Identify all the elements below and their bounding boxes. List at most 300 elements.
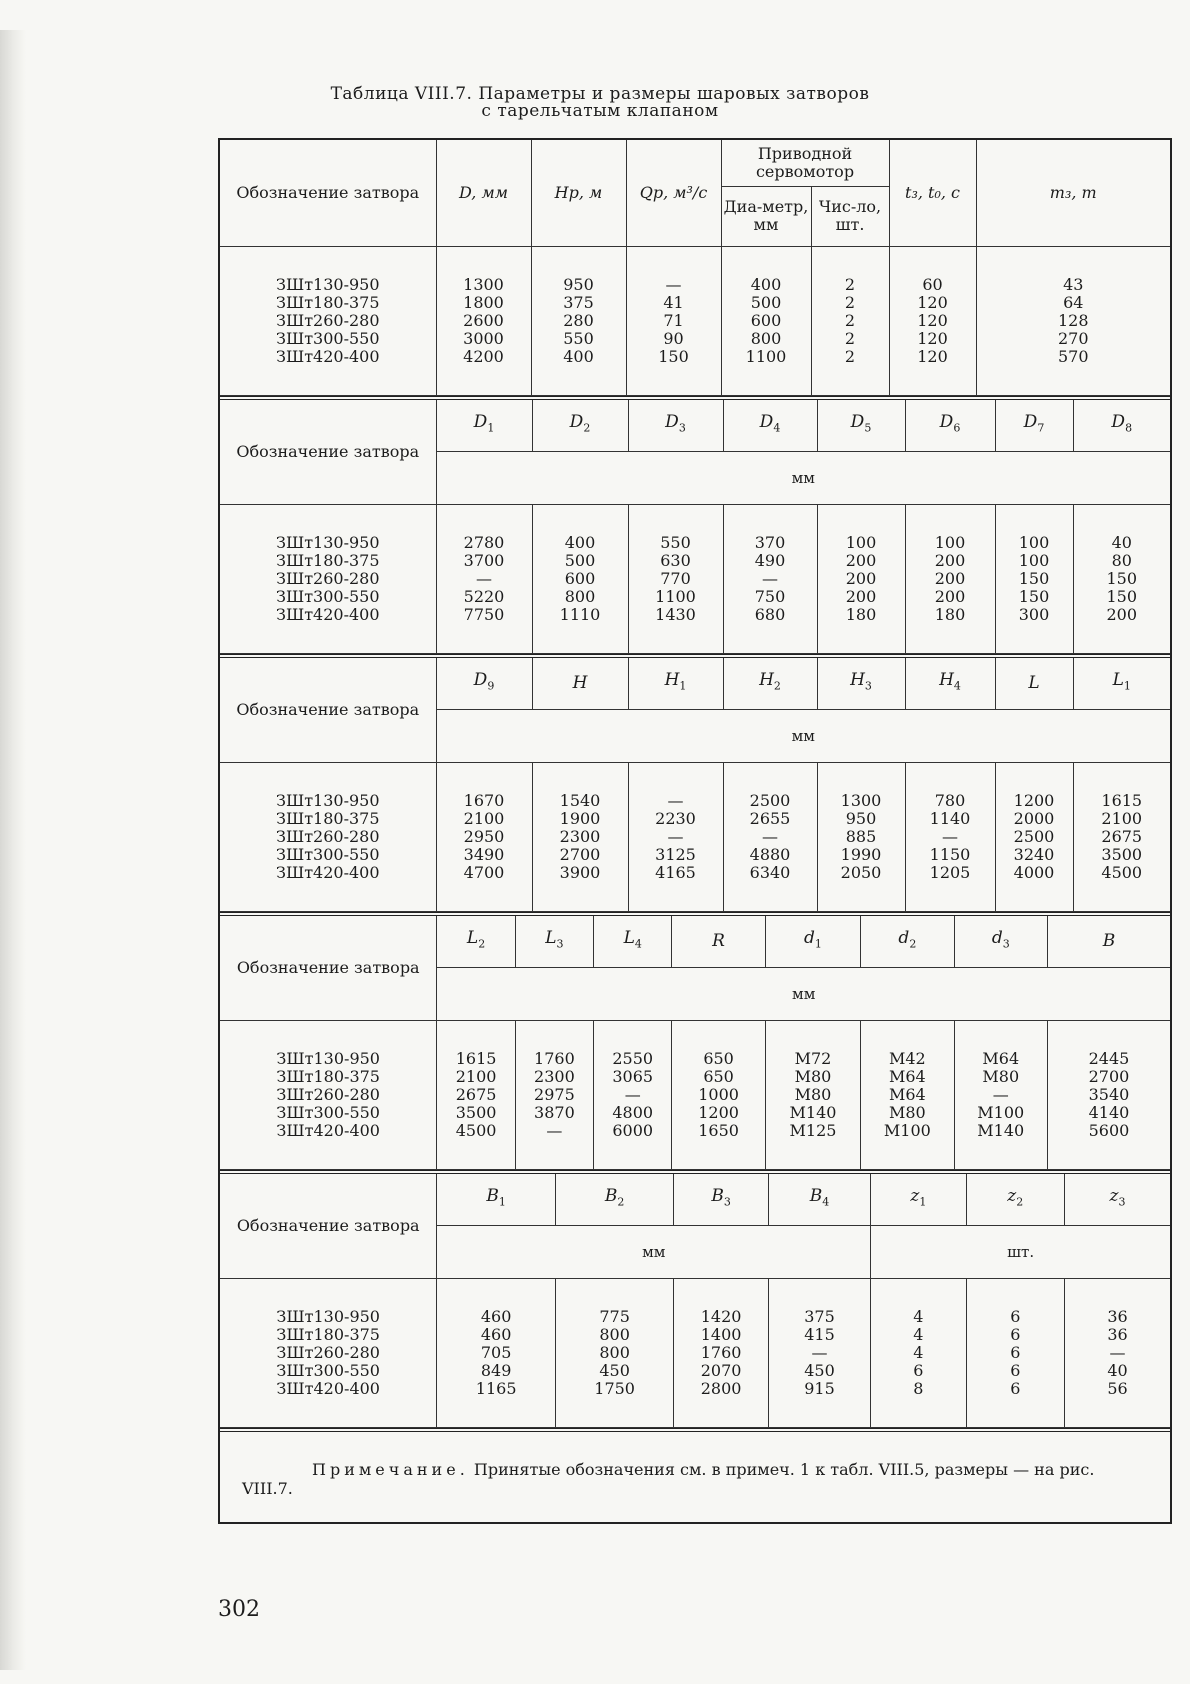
cell-value: 450 xyxy=(804,1360,835,1380)
caption-line-1: Таблица VIII.7. Параметры и размеры шаровых затворов xyxy=(330,84,870,104)
header-hp: Hр, м xyxy=(531,140,626,246)
gate-names xyxy=(220,276,436,366)
cell-value: 3240 xyxy=(1013,844,1055,864)
cell-value: 950 xyxy=(563,274,594,294)
cell-value: 1990 xyxy=(840,844,882,864)
cell-value: ЗШт300-550 xyxy=(275,586,380,606)
data-column xyxy=(1074,534,1171,624)
cell-value: 630 xyxy=(660,550,691,570)
data-column xyxy=(437,1050,514,1140)
data-column xyxy=(533,534,628,624)
cell-value: 1800 xyxy=(463,292,504,312)
header-symbol: $H_2$ xyxy=(723,656,817,710)
cell-value: 2780 xyxy=(463,532,505,552)
cell-value: 200 xyxy=(845,568,877,588)
cell-value: 200 xyxy=(845,550,877,570)
cell-value: 150 xyxy=(1106,568,1138,588)
cell-value: 40 xyxy=(1111,532,1132,552)
cell-value: 7750 xyxy=(463,604,505,624)
dimensions-table-d1-d8 xyxy=(220,396,1170,654)
cell-value: 2300 xyxy=(534,1066,575,1086)
dimensions-table-l2-b xyxy=(220,912,1170,1170)
cell-value: 3700 xyxy=(463,550,505,570)
cell-value: M140 xyxy=(789,1102,837,1122)
cell-value: 5600 xyxy=(1088,1120,1130,1140)
cell-value: 2000 xyxy=(1013,808,1055,828)
data-column xyxy=(967,1308,1064,1398)
gate-names xyxy=(220,792,436,882)
cell-value: 120 xyxy=(917,310,948,330)
cell-value: M80 xyxy=(982,1066,1020,1086)
cell-value: 1615 xyxy=(1101,790,1143,810)
header-symbol: L xyxy=(995,656,1073,710)
cell-value: M64 xyxy=(888,1066,926,1086)
table-note xyxy=(220,1428,1170,1524)
data-column xyxy=(594,1050,671,1140)
header-symbol: $L_1$ xyxy=(1073,656,1170,710)
header-symbol: B xyxy=(1047,914,1170,968)
header-symbol: H xyxy=(532,656,628,710)
header-symbol: $d_3$ xyxy=(954,914,1047,968)
cell-value: 41 xyxy=(663,292,684,312)
cell-value: ЗШт180-375 xyxy=(276,1324,380,1344)
cell-value: — xyxy=(1109,1342,1126,1362)
cell-value: 2 xyxy=(844,274,856,294)
data-column xyxy=(1074,792,1171,882)
cell-value: 6 xyxy=(1010,1306,1021,1326)
cell-value: 500 xyxy=(750,292,782,312)
cell-value: 280 xyxy=(563,310,594,330)
cell-value: 1100 xyxy=(745,346,787,366)
cell-value: — xyxy=(546,1120,563,1140)
cell-value: 200 xyxy=(934,550,966,570)
cell-value: 100 xyxy=(934,532,966,552)
header-symbol: $d_2$ xyxy=(861,914,954,968)
cell-value: 1540 xyxy=(559,790,601,810)
cell-value: ЗШт180-375 xyxy=(275,808,380,828)
cell-value: 885 xyxy=(845,826,877,846)
cell-value: M100 xyxy=(883,1120,931,1140)
data-column xyxy=(724,534,817,624)
data-column xyxy=(766,1050,860,1140)
cell-value: 600 xyxy=(750,310,782,330)
note-text: Принятые обозначения см. в примеч. 1 к табл. VIII.5, размеры — на рис. VIII.7. xyxy=(242,1459,1095,1498)
cell-value: 3065 xyxy=(612,1066,654,1086)
cell-value: — xyxy=(667,790,684,810)
cell-value: ЗШт420-400 xyxy=(276,1378,380,1398)
cell-value: 6000 xyxy=(612,1120,654,1140)
col-qp xyxy=(627,276,721,366)
cell-value: 750 xyxy=(754,586,786,606)
gate-names xyxy=(220,1308,436,1398)
cell-value: 2 xyxy=(844,328,856,348)
cell-value: 100 xyxy=(845,532,877,552)
cell-value: 800 xyxy=(750,328,782,348)
cell-value: ЗШт300-550 xyxy=(276,1360,380,1380)
cell-value: 849 xyxy=(480,1360,512,1380)
cell-value: 1430 xyxy=(655,604,696,624)
cell-value: 550 xyxy=(660,532,691,552)
cell-value: ЗШт180-375 xyxy=(276,1066,380,1086)
cell-value: 4800 xyxy=(612,1102,654,1122)
cell-value: ЗШт420-400 xyxy=(275,604,380,624)
cell-value: 2 xyxy=(844,292,856,312)
cell-value: 800 xyxy=(599,1324,630,1344)
cell-value: 90 xyxy=(663,328,684,348)
cell-value: 370 xyxy=(754,532,786,552)
main-parameters-table xyxy=(220,140,1170,396)
cell-value: 780 xyxy=(934,790,966,810)
cell-value: — xyxy=(476,568,492,588)
cell-value: 1205 xyxy=(929,862,971,882)
designation-header: Обозначение затвора xyxy=(220,914,437,1021)
header-symbol: $D_3$ xyxy=(628,398,723,452)
gate-parameters-table xyxy=(218,138,1172,1524)
header-servo: Приводной сервомотор xyxy=(721,140,889,186)
cell-value: 200 xyxy=(1106,604,1138,624)
cell-value: ЗШт260-280 xyxy=(275,310,380,330)
cell-value: 2100 xyxy=(1101,808,1143,828)
data-column xyxy=(1048,1050,1170,1140)
cell-value: 570 xyxy=(1057,346,1089,366)
cell-value: 1750 xyxy=(594,1378,635,1398)
cell-value: — xyxy=(992,1084,1009,1104)
cell-value: 6 xyxy=(1010,1324,1021,1344)
header-symbol: $B_1$ xyxy=(437,1172,555,1226)
cell-value: 450 xyxy=(599,1360,630,1380)
cell-value: 120 xyxy=(917,292,948,312)
cell-value: 2800 xyxy=(700,1378,742,1398)
cell-value: 4 xyxy=(913,1324,924,1344)
cell-value: 1200 xyxy=(1013,790,1055,810)
cell-value: 4500 xyxy=(455,1120,497,1140)
scan-shadow xyxy=(0,30,26,1670)
cell-value: 200 xyxy=(845,586,877,606)
cell-value: 150 xyxy=(1018,586,1050,606)
cell-value: — xyxy=(942,826,958,846)
cell-value: 3540 xyxy=(1088,1084,1130,1104)
cell-value: 3900 xyxy=(559,862,601,882)
cell-value: 1615 xyxy=(455,1048,497,1068)
designation-header: Обозначение затвора xyxy=(220,398,436,505)
cell-value: 3000 xyxy=(463,328,504,348)
unit-label: мм xyxy=(436,451,1170,504)
cell-value: 80 xyxy=(1111,550,1132,570)
data-column xyxy=(674,1308,767,1398)
cell-value: 200 xyxy=(934,568,966,588)
unit-label-pcs: шт. xyxy=(871,1225,1170,1278)
cell-value: ЗШт130-950 xyxy=(275,274,380,294)
header-qp: Qр, м³/с xyxy=(626,140,721,246)
header-symbol: $D_8$ xyxy=(1073,398,1170,452)
cell-value: 1760 xyxy=(534,1048,575,1068)
cell-value: 4000 xyxy=(1013,862,1055,882)
cell-value: 2600 xyxy=(463,310,504,330)
cell-value: 4 xyxy=(913,1342,924,1362)
header-servo-count: Чис-ло, шт. xyxy=(811,186,889,246)
cell-value: 2050 xyxy=(840,862,882,882)
cell-value: 2700 xyxy=(559,844,601,864)
cell-value: 3870 xyxy=(534,1102,575,1122)
cell-value: 36 xyxy=(1107,1324,1128,1344)
cell-value: M64 xyxy=(888,1084,926,1104)
header-symbol: $L_2$ xyxy=(437,914,515,968)
cell-value: 120 xyxy=(917,328,948,348)
header-t: t₃, t₀, с xyxy=(889,140,976,246)
cell-value: 1200 xyxy=(698,1102,739,1122)
cell-value: 43 xyxy=(1063,274,1084,294)
cell-value: 56 xyxy=(1107,1378,1128,1398)
cell-value: 1420 xyxy=(700,1306,742,1326)
data-column xyxy=(672,1050,764,1140)
header-symbol: $B_2$ xyxy=(555,1172,673,1226)
cell-value: ЗШт420-400 xyxy=(275,346,380,366)
page-number: 302 xyxy=(218,1597,260,1622)
cell-value: 4 xyxy=(913,1306,924,1326)
data-column xyxy=(871,1308,965,1398)
cell-value: 375 xyxy=(563,292,594,312)
cell-value: 270 xyxy=(1057,328,1089,348)
cell-value: 1165 xyxy=(475,1378,517,1398)
cell-value: 550 xyxy=(563,328,594,348)
header-symbol: $z_2$ xyxy=(966,1172,1064,1226)
cell-value: 300 xyxy=(1018,604,1050,624)
data-column xyxy=(724,792,817,882)
header-d: D, мм xyxy=(436,140,531,246)
cell-value: 490 xyxy=(754,550,786,570)
gate-names xyxy=(220,1050,436,1140)
cell-value: 800 xyxy=(599,1342,630,1362)
col-servo-count xyxy=(812,276,889,366)
cell-value: 1140 xyxy=(929,808,971,828)
cell-value: 770 xyxy=(660,568,691,588)
header-symbol: $D_2$ xyxy=(532,398,628,452)
header-symbol: $D_6$ xyxy=(905,398,995,452)
cell-value: ЗШт300-550 xyxy=(276,1102,380,1122)
data-column xyxy=(906,792,995,882)
data-column xyxy=(1065,1308,1170,1398)
header-symbol: $D_4$ xyxy=(723,398,817,452)
cell-value: 6 xyxy=(1010,1360,1021,1380)
cell-value: 180 xyxy=(934,604,966,624)
header-symbol: $D_9$ xyxy=(436,656,532,710)
cell-value: 2100 xyxy=(455,1066,497,1086)
caption-line-2: с тарельчатым клапаном xyxy=(481,101,719,121)
header-m: m₃, т xyxy=(976,140,1170,246)
cell-value: ЗШт130-950 xyxy=(275,532,380,552)
col-servo-diameter xyxy=(722,276,811,366)
cell-value: 150 xyxy=(658,346,689,366)
header-symbol: $D_5$ xyxy=(817,398,905,452)
cell-value: 40 xyxy=(1107,1360,1128,1380)
data-column xyxy=(437,534,532,624)
cell-value: 6 xyxy=(913,1360,924,1380)
header-symbol: $z_1$ xyxy=(871,1172,966,1226)
cell-value: ЗШт130-950 xyxy=(275,790,380,810)
cell-value: ЗШт260-280 xyxy=(276,1342,380,1362)
data-column xyxy=(516,1050,593,1140)
cell-value: 375 xyxy=(804,1306,835,1326)
cell-value: 2675 xyxy=(1101,826,1143,846)
header-symbol: $d_1$ xyxy=(765,914,860,968)
cell-value: 1000 xyxy=(698,1084,739,1104)
data-column xyxy=(861,1050,953,1140)
header-symbol: $z_3$ xyxy=(1064,1172,1170,1226)
cell-value: ЗШт300-550 xyxy=(275,328,380,348)
cell-value: 2655 xyxy=(749,808,791,828)
cell-value: 2100 xyxy=(463,808,505,828)
cell-value: — xyxy=(762,568,778,588)
cell-value: 200 xyxy=(934,586,966,606)
dimensions-table-b1-z3 xyxy=(220,1170,1170,1428)
cell-value: ЗШт260-280 xyxy=(276,1084,380,1104)
unit-label: мм xyxy=(437,967,1170,1020)
cell-value: 180 xyxy=(845,604,877,624)
cell-value: 3500 xyxy=(455,1102,497,1122)
cell-value: 2230 xyxy=(655,808,696,828)
cell-value: 915 xyxy=(804,1378,835,1398)
data-column xyxy=(818,534,905,624)
cell-value: 705 xyxy=(480,1342,512,1362)
cell-value: 4700 xyxy=(463,862,505,882)
cell-value: M80 xyxy=(794,1084,832,1104)
cell-value: 4140 xyxy=(1088,1102,1130,1122)
cell-value: 2675 xyxy=(455,1084,497,1104)
cell-value: 2300 xyxy=(559,826,601,846)
cell-value: — xyxy=(811,1342,828,1362)
cell-value: 600 xyxy=(564,568,596,588)
cell-value: 460 xyxy=(480,1324,512,1344)
header-symbol: R xyxy=(672,914,765,968)
cell-value: 2975 xyxy=(534,1084,575,1104)
cell-value: 1400 xyxy=(700,1324,742,1344)
data-column xyxy=(955,1050,1047,1140)
designation-header: Обозначение затвора xyxy=(220,140,436,246)
dimensions-table-d9-l1 xyxy=(220,654,1170,912)
cell-value: 415 xyxy=(804,1324,835,1344)
header-symbol: $D_1$ xyxy=(436,398,532,452)
cell-value: 680 xyxy=(754,604,786,624)
cell-value: 650 xyxy=(703,1048,734,1068)
header-symbol: $H_4$ xyxy=(905,656,995,710)
header-symbol: $H_3$ xyxy=(817,656,905,710)
cell-value: 400 xyxy=(750,274,782,294)
cell-value: 6340 xyxy=(749,862,791,882)
header-symbol: $B_4$ xyxy=(768,1172,870,1226)
cell-value: ЗШт300-550 xyxy=(275,844,380,864)
unit-label-mm: мм xyxy=(437,1225,871,1278)
col-d xyxy=(437,276,531,366)
cell-value: 64 xyxy=(1063,292,1084,312)
cell-value: 2445 xyxy=(1088,1048,1130,1068)
cell-value: 5220 xyxy=(463,586,505,606)
note-lead: Примечание. xyxy=(312,1459,469,1479)
cell-value: 71 xyxy=(663,310,684,330)
cell-value: 460 xyxy=(480,1306,512,1326)
cell-value: 4880 xyxy=(749,844,791,864)
header-symbol: $B_3$ xyxy=(674,1172,768,1226)
header-symbol: $L_4$ xyxy=(594,914,672,968)
cell-value: 2500 xyxy=(749,790,791,810)
cell-value: M64 xyxy=(982,1048,1020,1068)
cell-value: — xyxy=(624,1084,641,1104)
cell-value: 1300 xyxy=(463,274,504,294)
table-caption xyxy=(220,86,980,120)
cell-value: 150 xyxy=(1106,586,1138,606)
header-symbol: $H_1$ xyxy=(628,656,723,710)
data-column xyxy=(533,792,628,882)
cell-value: 1650 xyxy=(698,1120,739,1140)
cell-value: 1110 xyxy=(559,604,601,624)
cell-value: ЗШт180-375 xyxy=(275,292,380,312)
data-column xyxy=(996,792,1073,882)
cell-value: 120 xyxy=(917,346,948,366)
cell-value: M100 xyxy=(977,1102,1025,1122)
data-column xyxy=(818,792,905,882)
data-column xyxy=(906,534,995,624)
gate-names xyxy=(220,534,436,624)
cell-value: 400 xyxy=(563,346,594,366)
cell-value: 2070 xyxy=(700,1360,742,1380)
data-column xyxy=(437,792,532,882)
cell-value: 1760 xyxy=(700,1342,742,1362)
cell-value: 2500 xyxy=(1013,826,1055,846)
cell-value: ЗШт420-400 xyxy=(275,862,380,882)
data-column xyxy=(629,534,723,624)
cell-value: M80 xyxy=(794,1066,832,1086)
cell-value: 4200 xyxy=(463,346,504,366)
cell-value: 2550 xyxy=(612,1048,654,1068)
cell-value: 128 xyxy=(1057,310,1089,330)
cell-value: 950 xyxy=(845,808,877,828)
cell-value: 650 xyxy=(703,1066,734,1086)
data-column xyxy=(996,534,1073,624)
designation-header: Обозначение затвора xyxy=(220,656,436,763)
header-servo-diameter: Диа-метр, мм xyxy=(721,186,811,246)
cell-value: 4165 xyxy=(655,862,696,882)
cell-value: 3500 xyxy=(1101,844,1143,864)
cell-value: 6 xyxy=(1010,1378,1021,1398)
cell-value: 2700 xyxy=(1088,1066,1130,1086)
cell-value: 4500 xyxy=(1101,862,1143,882)
cell-value: 500 xyxy=(564,550,596,570)
cell-value: 1100 xyxy=(655,586,696,606)
cell-value: ЗШт180-375 xyxy=(275,550,380,570)
cell-value: 100 xyxy=(1018,532,1050,552)
cell-value: ЗШт260-280 xyxy=(275,826,380,846)
cell-value: 400 xyxy=(564,532,596,552)
cell-value: M125 xyxy=(789,1120,837,1140)
cell-value: M42 xyxy=(888,1048,926,1068)
cell-value: ЗШт130-950 xyxy=(276,1048,380,1068)
data-column xyxy=(437,1308,554,1398)
designation-header: Обозначение затвора xyxy=(220,1172,437,1279)
col-hp xyxy=(532,276,626,366)
cell-value: 800 xyxy=(564,586,596,606)
cell-value: 2 xyxy=(844,346,856,366)
cell-value: 3125 xyxy=(655,844,696,864)
cell-value: 1670 xyxy=(463,790,505,810)
cell-value: 150 xyxy=(1018,568,1050,588)
cell-value: ЗШт420-400 xyxy=(276,1120,380,1140)
cell-value: — xyxy=(667,826,684,846)
cell-value: M72 xyxy=(794,1048,832,1068)
cell-value: 2950 xyxy=(463,826,505,846)
unit-label: мм xyxy=(436,709,1170,762)
data-column xyxy=(556,1308,673,1398)
cell-value: 1900 xyxy=(559,808,601,828)
cell-value: — xyxy=(665,274,682,294)
